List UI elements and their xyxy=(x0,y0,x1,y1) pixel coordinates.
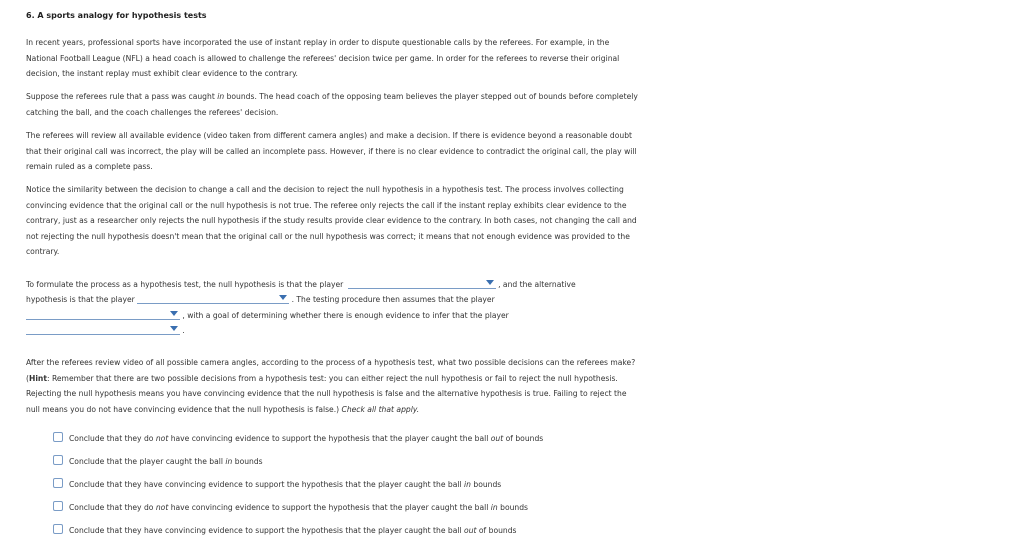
emphasis-in: in xyxy=(217,92,225,101)
null-hypothesis-dropdown[interactable] xyxy=(348,279,496,289)
chevron-down-icon xyxy=(486,280,494,285)
checkbox[interactable] xyxy=(53,524,63,534)
alternative-hypothesis-dropdown[interactable] xyxy=(137,294,289,304)
formulate-line-3: , with a goal of determining whether there is enough evidence to infer that the player xyxy=(26,310,509,322)
intro-paragraph: In recent years, professional sports have incorporated the use of instant replay in order to dispute questionable calls by the referees. For example, in the National Football League (NFL) a head coach is allowed to challenge the referees' decision twice per game. In order for the referees to reverse their original decision, the instant replay must exhibit clear evidence to the contrary. xyxy=(26,38,620,79)
chevron-down-icon xyxy=(170,326,178,331)
check-all-instruction: Check all that apply. xyxy=(341,404,420,414)
decision-question: After the referees review video of all possible camera angles, according to the process of a hypothesis test, what two possible decisions can the referees make? (Hint: Remember that there are two possible decisions from a hypothesis test: you can either reject the null hypothesis or fail to reject the null hypothesis. Rejecting the null hypothesis means you have convincing evidence that the null hypothesis is false and the alternative hypothesis is true. Failing to reject the null means you do not have convincing evidence that the null hypothesis is false.) Check all that apply. xyxy=(26,358,636,414)
option-convincing-in[interactable]: Conclude that they have convincing evidence to support the hypothesis that the player caught the ball in bounds xyxy=(53,478,501,490)
checkbox[interactable] xyxy=(53,455,63,465)
formulate-line-4: . xyxy=(26,325,185,337)
checkbox[interactable] xyxy=(53,478,63,488)
checkbox[interactable] xyxy=(53,432,63,442)
checkbox[interactable] xyxy=(53,501,63,511)
chevron-down-icon xyxy=(279,295,287,300)
formulate-line-1: To formulate the process as a hypothesis test, the null hypothesis is that the player , and the alternative xyxy=(26,280,576,289)
assumption-dropdown[interactable] xyxy=(26,310,180,320)
option-convincing-out[interactable]: Conclude that they have convincing evidence to support the hypothesis that the player caught the ball out of bounds xyxy=(53,524,517,536)
option-not-convincing-in[interactable]: Conclude that they do not have convincing evidence to support the hypothesis that the player caught the ball in bounds xyxy=(53,501,528,513)
question-title: 6. A sports analogy for hypothesis tests xyxy=(26,11,207,20)
infer-dropdown[interactable] xyxy=(26,325,180,335)
review-paragraph: The referees will review all available evidence (video taken from different camera angles) and make a decision. If there is evidence beyond a reasonable doubt that their original call was incorrect, the play will be called an incomplete pass. However, if there is no clear evidence to contradict the original call, the play will remain ruled as a complete pass. xyxy=(26,131,637,172)
chevron-down-icon xyxy=(170,311,178,316)
option-not-convincing-out[interactable]: Conclude that they do not have convincing evidence to support the hypothesis that the player caught the ball out of bounds xyxy=(53,432,543,444)
scenario-paragraph: Suppose the referees rule that a pass was caught in bounds. The head coach of the opposing team believes the player stepped out of bounds before completely catching the ball, and the coach challenges the referees' decision. xyxy=(26,92,638,117)
option-caught-in-bounds[interactable]: Conclude that the player caught the ball in bounds xyxy=(53,455,263,467)
formulate-line-2: hypothesis is that the player . The testing procedure then assumes that the player xyxy=(26,295,495,304)
hint-label: Hint xyxy=(28,373,47,383)
similarity-paragraph: Notice the similarity between the decision to change a call and the decision to reject the null hypothesis in a hypothesis test. The process involves collecting convincing evidence that the original call or the null hypothesis is not true. The referee only rejects the call if the instant replay exhibits clear evidence to the contrary, just as a researcher only rejects the null hypothesis if the study results provide clear evidence to the contrary. In both cases, not changing the call and not rejecting the null hypothesis doesn't mean that the original call or the null hypothesis was correct; it means that not enough evidence was provided to the contrary. xyxy=(26,185,637,257)
